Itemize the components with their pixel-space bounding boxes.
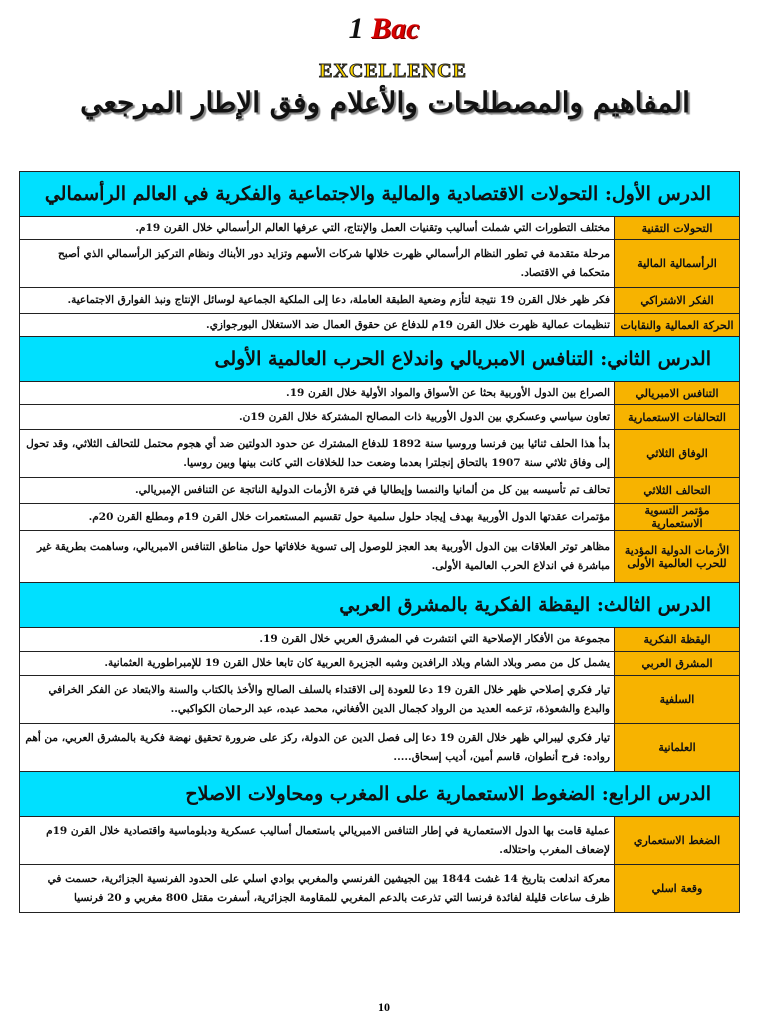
term-cell: المشرق العربي	[615, 652, 740, 676]
term-cell: وقعة اسلي	[615, 865, 740, 913]
lesson-header	[20, 772, 740, 817]
term-cell: الفكر الاشتراكي	[615, 288, 740, 314]
page-number: 10	[378, 1000, 390, 1014]
page-header	[0, 0, 768, 140]
bac-word: Bac	[371, 12, 420, 45]
lesson-title: الدرس الأول: التحولات الاقتصادية والمالية والاجتماعية والفكرية في العالم الرأسمالي	[20, 172, 740, 217]
term-cell: اليقظة الفكرية	[615, 628, 740, 652]
term-cell: العلمانية	[615, 724, 740, 772]
definition-cell: مرحلة متقدمة في تطور النظام الرأسمالي ظهرت خلالها شركات الأسهم وتزايد دور الأبناك ونظام التركيز الرأسمالي الذي أصبح متحكما في الاقتصاد.	[20, 240, 615, 288]
definition-cell: مظاهر توتر العلاقات بين الدول الأوربية بعد العجز للوصول إلى تسوية خلافاتها حول مناطق التنافس الامبريالي، وساهمت بطريقة غير مباشرة في اندلاع الحرب العالمية الأولى.	[20, 531, 615, 583]
definition-cell: تعاون سياسي وعسكري بين الدول الأوربية ذات المصالح المشتركة خلال القرن 19ن.	[20, 405, 615, 430]
glossary-table	[19, 171, 740, 913]
definition-cell: الصراع بين الدول الأوربية بحثا عن الأسواق والمواد الأولية خلال القرن 19.	[20, 382, 615, 405]
bac-logo	[0, 12, 768, 46]
definition-cell: تنظيمات عمالية ظهرت خلال القرن 19م للدفاع عن حقوق العمال ضد الاستغلال البورجوازي.	[20, 314, 615, 337]
definition-cell: فكر ظهر خلال القرن 19 نتيجة لتأزم وضعية الطبقة العاملة، دعا إلى الملكية الجماعية لوسائل الإنتاج ونبذ الفوارق الاجتماعية.	[20, 288, 615, 314]
term-cell: السلفية	[615, 676, 740, 724]
table-row	[20, 478, 740, 504]
table-row	[20, 314, 740, 337]
term-cell: التحولات التقنية	[615, 217, 740, 240]
term-cell: الحركة العمالية والنقابات	[615, 314, 740, 337]
table-row	[20, 405, 740, 430]
page-title: المفاهيم والمصطلحات والأعلام وفق الإطار المرجعي	[80, 86, 690, 119]
table-row	[20, 724, 740, 772]
definition-cell: تيار فكري إصلاحي ظهر خلال القرن 19 دعا للعودة إلى الاقتداء بالسلف الصالح والأخذ بالكتاب والسنة والابتعاد عن الفكر الخرافي والبدع والشعوذة، تزعمه العديد من الرواد كجمال الدين الأفغاني، محمد عبده، عبد الرحمان الكواكبي..	[20, 676, 615, 724]
lesson-header	[20, 172, 740, 217]
term-cell: التحالفات الاستعمارية	[615, 405, 740, 430]
term-cell: الوفاق الثلاثي	[615, 430, 740, 478]
table-row	[20, 217, 740, 240]
definition-cell: عملية قامت بها الدول الاستعمارية في إطار التنافس الامبريالي باستعمال أساليب عسكرية ودبلوماسية واقتصادية خلال القرن 19م لإضعاف المغرب واحتلاله.	[20, 817, 615, 865]
term-cell: الأزمات الدولية المؤدية للحرب العالمية الأولى	[615, 531, 740, 583]
table-row	[20, 817, 740, 865]
table-row	[20, 382, 740, 405]
table-row	[20, 240, 740, 288]
term-cell: التحالف الثلاثي	[615, 478, 740, 504]
definition-cell: يشمل كل من مصر وبلاد الشام وبلاد الرافدين وشبه الجزيرة العربية كان تابعا خلال القرن 19 للإمبراطورية العثمانية.	[20, 652, 615, 676]
term-cell: الرأسمالية المالية	[615, 240, 740, 288]
term-cell: الضغط الاستعماري	[615, 817, 740, 865]
lesson-header	[20, 583, 740, 628]
table-row	[20, 652, 740, 676]
definition-cell: تحالف تم تأسيسه بين كل من ألمانيا والنمسا وإيطاليا في فترة الأزمات الدولية الناتجة عن التنافس الإمبريالي.	[20, 478, 615, 504]
term-cell: التنافس الامبريالي	[615, 382, 740, 405]
table-row	[20, 504, 740, 531]
definition-cell: مؤتمرات عقدتها الدول الأوربية بهدف إيجاد حلول سلمية حول تقسيم المستعمرات خلال القرن 19م ومطلع القرن 20م.	[20, 504, 615, 531]
table-row	[20, 288, 740, 314]
term-cell: مؤتمر التسوية الاستعمارية	[615, 504, 740, 531]
bac-number: 1	[348, 12, 364, 45]
lesson-header	[20, 337, 740, 382]
table-row	[20, 676, 740, 724]
table-row	[20, 430, 740, 478]
definition-cell: مجموعة من الأفكار الإصلاحية التي انتشرت في المشرق العربي خلال القرن 19.	[20, 628, 615, 652]
table-row	[20, 628, 740, 652]
table-row	[20, 865, 740, 913]
lesson-title: الدرس الثاني: التنافس الامبريالي واندلاع الحرب العالمية الأولى	[20, 337, 740, 382]
definition-cell: تيار فكري ليبرالي ظهر خلال القرن 19 دعا إلى فصل الدين عن الدولة، ركز على ضرورة تحقيق نهضة فكرية بالمشرق العربي، من أهم رواده: فرح أنطوان، قاسم أمين، أديب إسحاق.....	[20, 724, 615, 772]
definition-cell: بدأ هذا الحلف ثنائيا بين فرنسا وروسيا سنة 1892 للدفاع المشترك عن حدود الدولتين ضد أي هجوم محتمل للتحالف الثلاثي، وقد تحول إلى وفاق ثلاثي سنة 1907 بالتحاق إنجلترا بعدما وضعت حدا للخلافات التي كانت بينها وبين روسيا.	[20, 430, 615, 478]
table-row	[20, 531, 740, 583]
lesson-title: الدرس الثالث: اليقظة الفكرية بالمشرق العربي	[20, 583, 740, 628]
lesson-title: الدرس الرابع: الضغوط الاستعمارية على المغرب ومحاولات الاصلاح	[20, 772, 740, 817]
definition-cell: مختلف التطورات التي شملت أساليب وتقنيات العمل والإنتاج، التي عرفها العالم الرأسمالي خلال القرن 19م.	[20, 217, 615, 240]
definition-cell: معركة اندلعت بتاريخ 14 غشت 1844 بين الجيشين الفرنسي والمغربي بوادي اسلي على الحدود الفرنسية الجزائرية، حسمت في ظرف ساعات قليلة لفائدة فرنسا التي تذرعت بالدعم المغربي للمقاومة الجزائرية، أسفرت مقتل 800 مغربي و 20 فرنسيا	[20, 865, 615, 913]
excellence-banner: EXCELLENCE	[319, 60, 467, 82]
